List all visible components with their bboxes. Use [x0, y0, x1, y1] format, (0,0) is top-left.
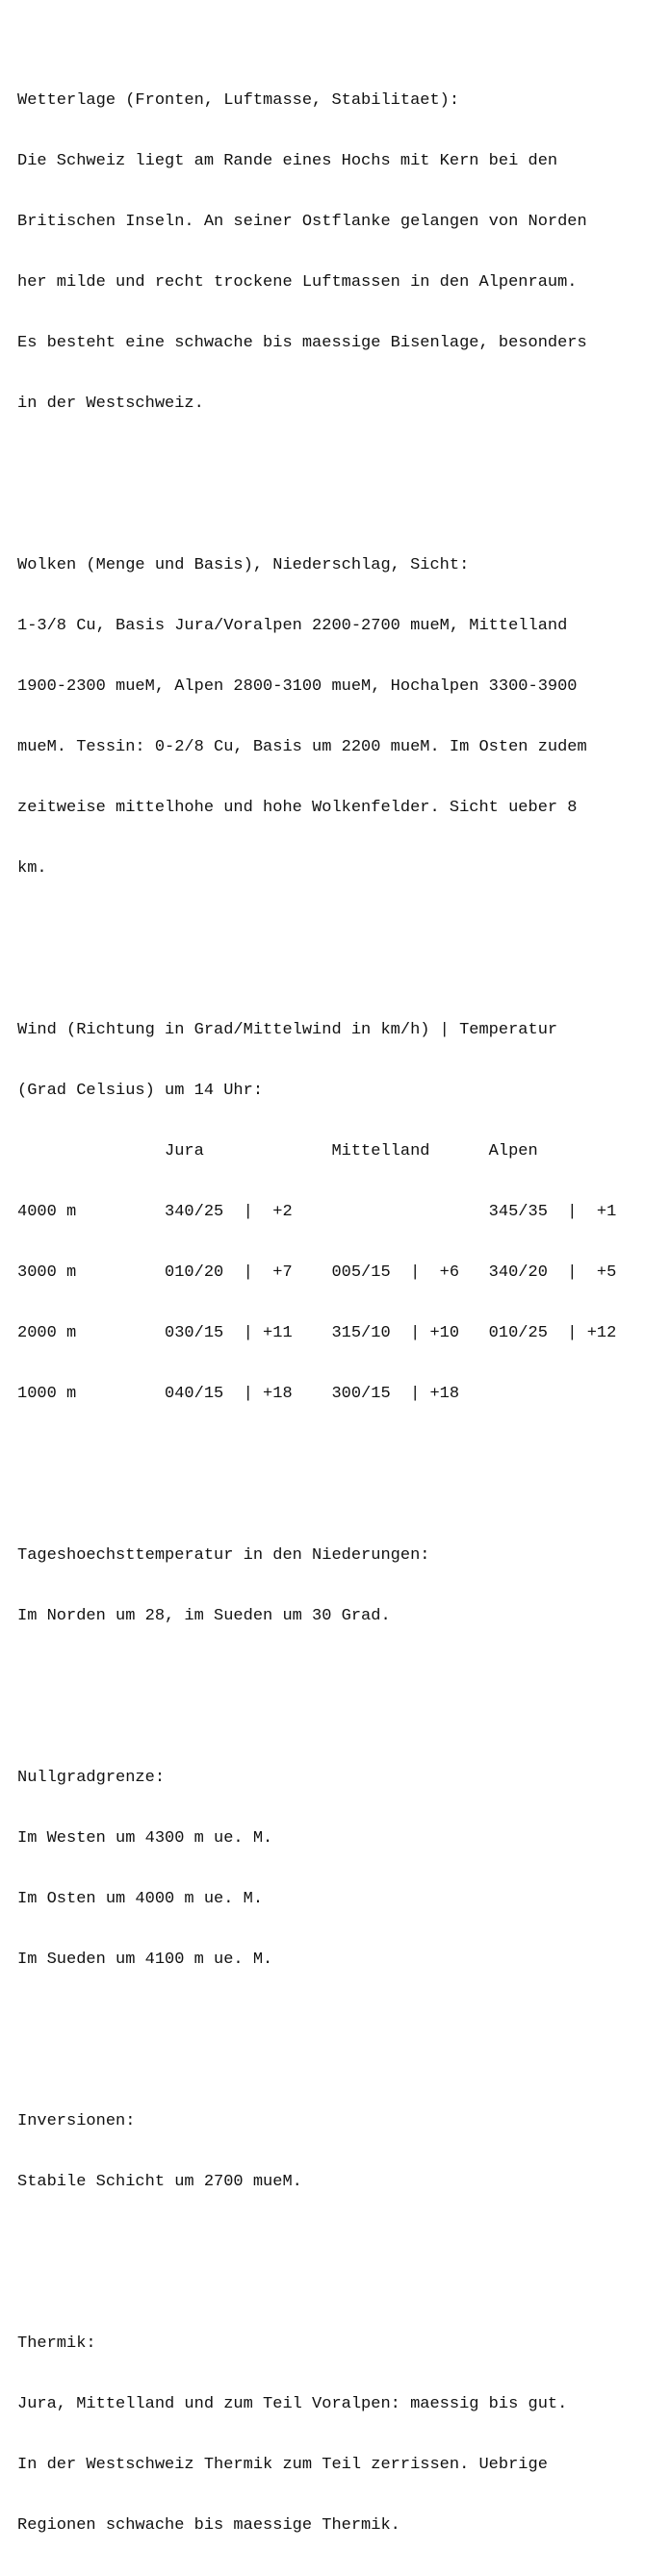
- wind-table-row-2000: 2000 m 030/15 | +11 315/10 | +10 010/25 | +12: [17, 1324, 617, 1342]
- spacer: [17, 2232, 662, 2253]
- wolken-line: 1900-2300 mueM, Alpen 2800-3100 mueM, Hochalpen 3300-3900: [17, 677, 578, 696]
- thermik-heading: Thermik:: [17, 2334, 96, 2353]
- tageshoechst-line: Im Norden um 28, im Sueden um 30 Grad.: [17, 1607, 391, 1625]
- inversionen-line: Stabile Schicht um 2700 mueM.: [17, 2173, 302, 2191]
- wetterlage-line: in der Westschweiz.: [17, 395, 204, 413]
- wetterlage-line: Es besteht eine schwache bis maessige Bisenlage, besonders: [17, 334, 587, 352]
- inversionen-heading: Inversionen:: [17, 2112, 136, 2130]
- wind-table-row-1000: 1000 m 040/15 | +18 300/15 | +18: [17, 1385, 460, 1403]
- wind-table-header: Jura Mittelland Alpen: [17, 1142, 538, 1160]
- spacer: [17, 919, 662, 939]
- wolken-line: km.: [17, 859, 47, 878]
- wolken-line: 1-3/8 Cu, Basis Jura/Voralpen 2200-2700 mueM, Mittelland: [17, 617, 568, 635]
- wetterlage-line: Die Schweiz liegt am Rande eines Hochs mit Kern bei den: [17, 152, 558, 170]
- spacer: [17, 454, 662, 474]
- wind-heading-continued: (Grad Celsius) um 14 Uhr:: [17, 1082, 264, 1100]
- wind-table-row-3000: 3000 m 010/20 | +7 005/15 | +6 340/20 | +5: [17, 1263, 617, 1282]
- wolken-line: mueM. Tessin: 0-2/8 Cu, Basis um 2200 mueM. Im Osten zudem: [17, 738, 587, 756]
- wind-heading: Wind (Richtung in Grad/Mittelwind in km/h) | Temperatur: [17, 1021, 558, 1039]
- nullgrad-line: Im Osten um 4000 m ue. M.: [17, 1890, 264, 1908]
- wolken-heading: Wolken (Menge und Basis), Niederschlag, Sicht:: [17, 556, 470, 574]
- nullgrad-heading: Nullgradgrenze:: [17, 1769, 166, 1787]
- forecast-document: [17, 10, 662, 2576]
- wolken-line: zeitweise mittelhohe und hohe Wolkenfelder. Sicht ueber 8: [17, 799, 578, 817]
- thermik-line: In der Westschweiz Thermik zum Teil zerrissen. Uebrige: [17, 2456, 548, 2474]
- wetterlage-line: Britischen Inseln. An seiner Ostflanke gelangen von Norden: [17, 213, 587, 231]
- spacer: [17, 1444, 662, 1465]
- wetterlage-line: her milde und recht trockene Luftmassen in den Alpenraum.: [17, 273, 578, 292]
- nullgrad-line: Im Sueden um 4100 m ue. M.: [17, 1951, 273, 1969]
- tageshoechst-heading: Tageshoechsttemperatur in den Niederungen:: [17, 1546, 430, 1565]
- wetterlage-heading: Wetterlage (Fronten, Luftmasse, Stabilitaet):: [17, 91, 460, 110]
- nullgrad-line: Im Westen um 4300 m ue. M.: [17, 1829, 273, 1848]
- spacer: [17, 2010, 662, 2030]
- thermik-line: Jura, Mittelland und zum Teil Voralpen: maessig bis gut.: [17, 2395, 568, 2413]
- wind-table-row-4000: 4000 m 340/25 | +2 345/35 | +1: [17, 1203, 617, 1221]
- thermik-line: Regionen schwache bis maessige Thermik.: [17, 2516, 400, 2535]
- spacer: [17, 1667, 662, 1687]
